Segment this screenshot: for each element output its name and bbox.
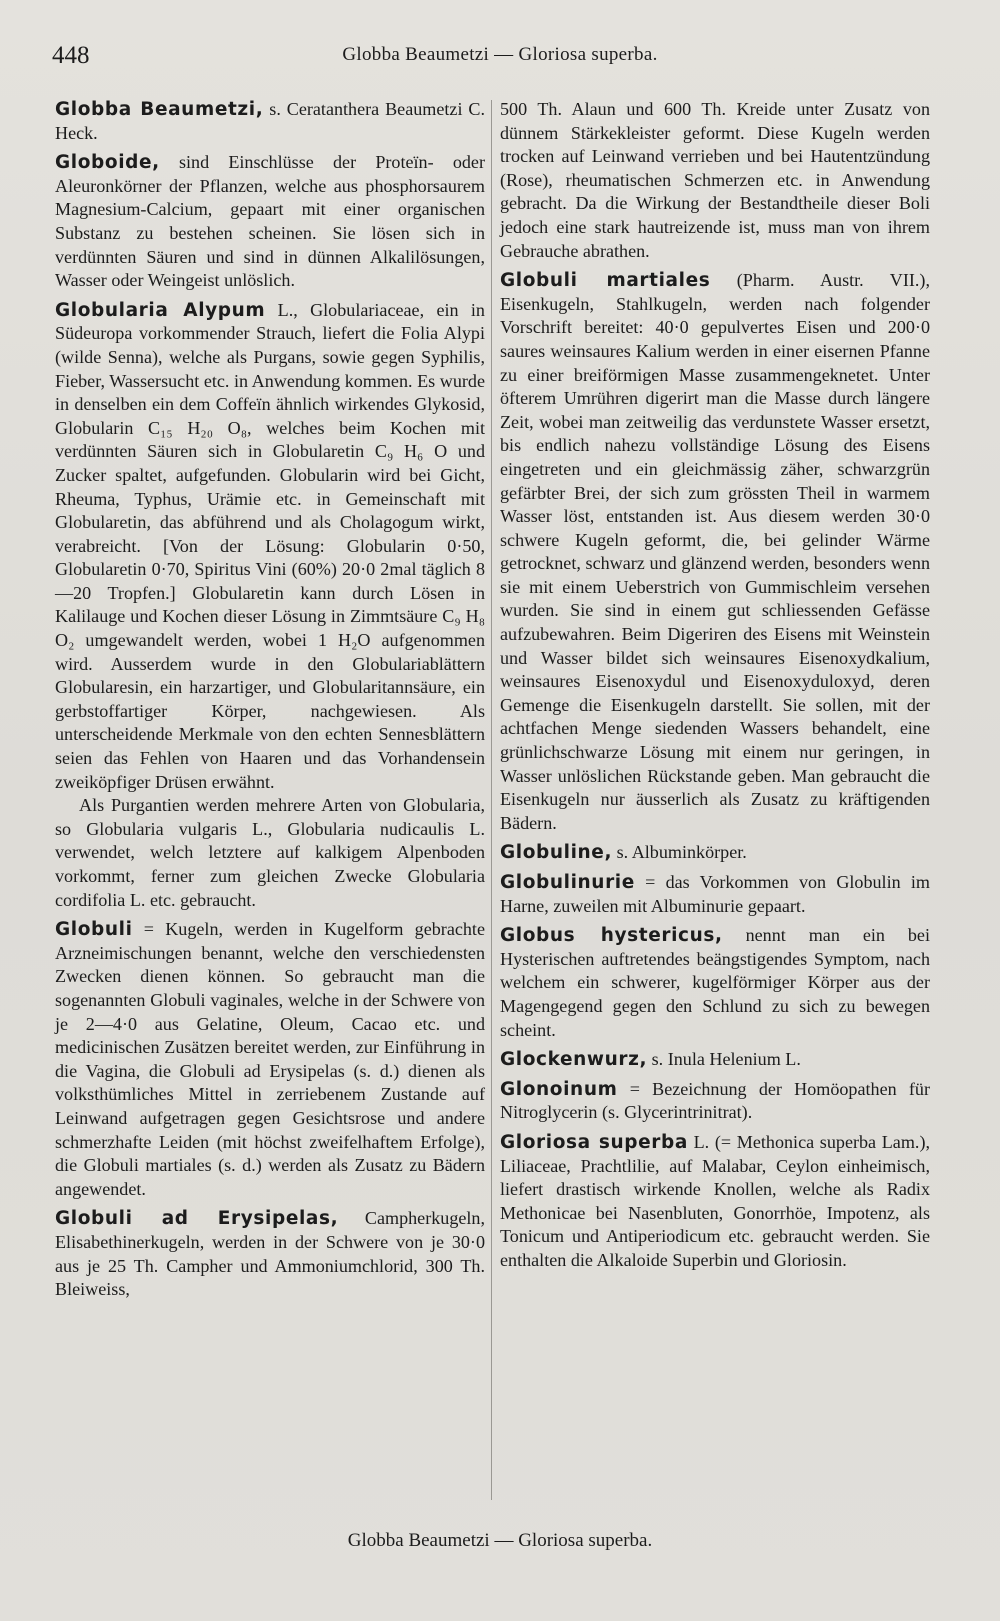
entry-text: s. Inula Helenium L. [647, 1049, 801, 1070]
running-title: Globba Beaumetzi — Gloriosa superba. [342, 44, 658, 65]
entry-text: s. Ceratanthera Beaumetzi C. Heck. [55, 99, 485, 143]
page-number: 448 [52, 42, 90, 69]
entry-text: nennt man ein bei Hysterischen auftretendes beängstigendes Symptom, nach welchem ein schwerer, kugelförmiger Körper aus der Magengegend gegen den Schlund zu sich zu bewegen scheint. [500, 925, 930, 1040]
entry-headword: Globuli ad Erysipelas, [55, 1208, 339, 1230]
entry-headword: Glockenwurz, [500, 1049, 648, 1071]
entry-headword: Glonoinum [500, 1078, 618, 1100]
entry-text: sind Einschlüsse der Proteïn- oder Aleuronkörner der Pflanzen, welche aus phosphorsaurem Magnesium-Calcium, gepaart mit einer organischen Substanz zu bestehen scheinen. Sie lösen sich in verdünnten Säuren und sind in dünnen Alkalilösungen, Wasser oder Weingeist unlöslich. [55, 152, 485, 291]
right-column [500, 98, 930, 1279]
entry-text: s. Albuminkörper. [612, 842, 747, 863]
entry-globuli [55, 918, 485, 1201]
entry-text: = Kugeln, werden in Kugelform gebrachte Arzneimischungen benannt, welche den verschiedensten Zwecken dienen können. So gebraucht man die sogenannten Globuli vaginales, welche in der Schwere von je 2—4·0 aus Gelatine, Oleum, Cacao etc. und medicinischen Zusätzen bereitet werden, zur Einführung in die Vagina, die Globuli ad Erysipelas (s. d.) dienen als volksthümliches Mittel in zerriebenem Zustande auf Leinwand aufgetragen gegen Gesichtsrose und andere schmerzhafte Leiden (mit höchst zweifelhaftem Erfolge), die Globuli martiales (s. d.) werden als Zusatz zu Bädern angewendet. [55, 919, 485, 1199]
entry-headword: Globus hystericus, [500, 925, 723, 947]
entry-headword: Globuline, [500, 842, 613, 864]
entry-text: L., Globulariaceae, ein in Südeuropa vorkommender Strauch, liefert die Folia Alypi (wilde Senna), welche als Purgans, sowie gegen Syphilis, Fieber, Wassersucht etc. in Anwendung kommen. Es wurde in denselben ein dem Coffeïn ähnlich wirkendes Glykosid, Globularin C₁₅ H₂₀ O₈, welches beim Kochen mit verdünnten Säuren sich in Globularetin C₉ H₆ O und Zucker spaltet, aufgefunden. Globularin wird bei Gicht, Rheuma, Typhus, Urämie etc. in Gemeinschaft mit Globularetin, das abführend und als Cholagogum wirkt, verabreicht. [Von der Lösung: Globularin 0·50, Globularetin 0·70, Spiritus Vini (60%) 20·0 2mal täglich 8—20 Tropfen.] Globularetin kann durch Lösen in Kalilauge und Kochen dieser Lösung in Zimmtsäure C₉ H₈ O₂ umgewandelt werden, wobei 1 H₂O aufgenommen wird. Ausserdem wurde in den Globulariablättern Globularesin, ein harzartiger, und Globularitannsäure, ein gerbstoffartiger Körper, nachgewiesen. Als unterscheidende Merkmale von den echten Sennesblättern seien das Fehlen von Haaren und das Vorhandensein zweiköpfiger Drüsen erwähnt. [55, 299, 485, 792]
entry-text: L. (= Methonica superba Lam.), Liliaceae, Prachtlilie, auf Malabar, Ceylon einheimisch, liefert drastisch wirkende Knollen, welche als Radix Methonicae bei Nasenbluten, Gonorrhöe, Impotenz, als Tonicum und Antiperiodicum etc. gebraucht werden. Sie enthalten die Alkaloide Superbin und Gloriosin. [500, 1131, 930, 1270]
entry-text: Campherkugeln, Elisabethinerkugeln, werden in der Schwere von je 30·0 aus je 25 Th. Campher und Ammoniumchlorid, 300 Th. Bleiweiss, [55, 1208, 486, 1300]
entry-headword: Globuli [55, 919, 133, 941]
entry-globularia-alypum [55, 299, 485, 794]
entry-headword: Gloriosa superba [500, 1131, 688, 1153]
entry-gloriosa-superba [500, 1131, 930, 1273]
entry-globba-beaumetzi [55, 98, 485, 145]
entry-globuli-ad-erysipelas [55, 1207, 485, 1301]
entry-globoide [55, 151, 485, 293]
entry-text: (Pharm. Austr. VII.), Eisenkugeln, Stahlkugeln, werden nach folgender Vorschrift bereitet: 40·0 gepulvertes Eisen und 200·0 saures weinsaures Kalium werden in einer eisernen Pfanne zu einer breiförmigen Masse zusammengeknetet. Unter öfterem Umrühren digerirt man die Masse durch längere Zeit, wobei man zeitweilig das verdunstete Wasser ersetzt, bis endlich nahezu vollständige Lösung des Eisens eingetreten und ein gleichmässig zäher, schwarzgrün gefärbter Brei, der sich zum grössten Theil in warmem Wasser löst, entstanden ist. Aus diesem werden 30·0 schwere Kugeln geformt, die, bei gelinder Wärme getrocknet, schwarz und glänzend werden, besonders wenn sie mit einem Ueberstrich von Gummischleim versehen wurden. Sie sind in einem gut schliessenden Gefässe aufzubewahren. Beim Digeriren des Eisens mit Weinstein und Wasser bildet sich weinsaures Eisenoxydkalium, weinsaures Eisenoxydul und Eisenoxyduloxyd, deren Gemenge die Eisenkugeln darstellt. Sie sollen, mit der achtfachen Menge siedenden Wassers behandelt, eine grünlichschwarze Lösung mit einem nur geringen, in Wasser unlöslichen Rückstande geben. Man gebraucht die Eisenkugeln nur äusserlich als Zusatz zu kräftigenden Bädern. [500, 270, 930, 833]
entry-text: Als Purgantien werden mehrere Arten von Globularia, so Globularia vulgaris L., Globularia nudicaulis L. verwendet, welch letztere auf kalkigem Alpenboden vorkommt, ferner zum gleichen Zwecke Globularia cordifolia L. etc. gebraucht. [55, 795, 485, 910]
entry-globuline [500, 841, 930, 865]
entry-text: = Bezeichnung der Homöopathen für Nitroglycerin (s. Glycerintrinitrat). [500, 1078, 930, 1123]
page-footer: Globba Beaumetzi — Gloriosa superba. [347, 1530, 653, 1551]
entry-text: = das Vorkommen von Globulin im Harne, zuweilen mit Albuminurie gepaart. [500, 872, 930, 916]
entry-globulinurie [500, 871, 930, 918]
entry-glockenwurz [500, 1048, 930, 1072]
column-divider [491, 100, 492, 1500]
entry-headword: Globulinurie [500, 872, 635, 893]
entry-globus-hystericus [500, 924, 930, 1042]
entry-paragraph-purgantien [55, 794, 485, 912]
entry-text: 500 Th. Alaun und 600 Th. Kreide unter Zusatz von dünnem Stärkekleister geformt. Diese Kugeln werden trocken auf Leinwand verrieben und bei Hautentzündung (Rose), rheumatischen Schmerzen etc. in Anwendung gebracht. Da die Wirkung der Bestandtheile dieser Boli jedoch eine stark hautreizende ist, muss man von ihrem Gebrauche abrathen. [500, 99, 930, 261]
entry-headword: Globba Beaumetzi, [55, 99, 264, 120]
entry-continuation [500, 98, 930, 263]
left-column [55, 98, 485, 1308]
entry-globuli-martiales [500, 269, 930, 835]
entry-glonoinum [500, 1078, 930, 1125]
entry-headword: Globuli martiales [500, 270, 711, 292]
page-header [52, 40, 948, 74]
entry-headword: Globoide, [55, 152, 160, 174]
entry-headword: Globularia Alypum [55, 299, 266, 321]
